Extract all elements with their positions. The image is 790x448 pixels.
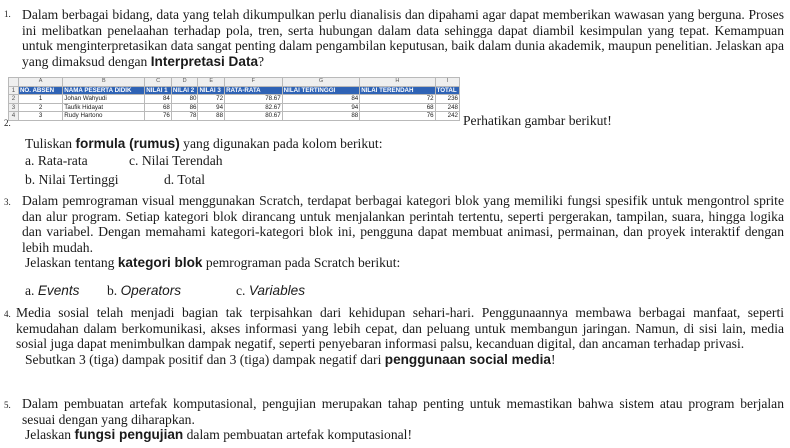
question-number: 2. (4, 118, 11, 128)
question-1 (0, 7, 784, 69)
question-instruction: Jelaskan fungsi pengujian dalam pembuatan artefak komputasional! (25, 427, 412, 443)
column-letters-row: A B C D E F G H I (9, 78, 460, 87)
question-keyword: Interpretasi Data (150, 53, 259, 69)
question-number: 5. (4, 400, 11, 410)
option-c: c. Variables (236, 283, 306, 298)
spreadsheet-image (8, 77, 460, 121)
option-a: a. Rata-rata (25, 153, 88, 168)
question-text: Dalam berbagai bidang, data yang telah dikumpulkan perlu dianalisis dan dipahami agar dapat memberikan wawasan yang berguna. Proses ini melibatkan penelaahan terhadap pola, tren, serta hubungan dalam data sehingga dapat diambil kesimpulan yang tepat. Kemampuan untuk menginterpretasikan data sangat penting dalam pengambilan keputusan, baik dalam dunia akademik, maupun penelitian. Jelaskan apa yang dimaksud dengan Interpretasi Data? (22, 7, 784, 69)
question-instruction: Sebutkan 3 (tiga) dampak positif dan 3 (tiga) dampak negatif dari penggunaan social media! (25, 351, 556, 367)
question-2-caption: Perhatikan gambar berikut! (463, 113, 612, 128)
question-5 (0, 396, 784, 443)
question-text: Media sosial telah menjadi bagian tak terpisahkan dari kehidupan sehari-hari. Penggunaannya membawa berbagai manfaat, seperti kemudahan dalam berkomunikasi, akses informasi yang lebih cepat, dan peluang untuk membangun jaringan. Namun, di sisi lain, media sosial juga dapat menimbulkan dampak negatif, seperti penyebaran informasi palsu, kecanduan digital, dan ancaman terhadap privasi. (16, 305, 784, 352)
option-b: b. Nilai Tertinggi (25, 172, 119, 187)
question-number: 4. (4, 309, 11, 319)
question-4 (0, 305, 784, 367)
question-number: 3. (4, 197, 11, 207)
table-header-row: 1 NO. ABSEN NAMA PESERTA DIDIK NILAI 1 NILAI 2 NILAI 3 RATA-RATA NILAI TERTINGGI NILAI TERENDAH TOTAL (9, 86, 460, 95)
option-b: b. Operators (107, 283, 182, 298)
question-2-instruction: Tuliskan formula (rumus) yang digunakan pada kolom berikut: (25, 136, 383, 151)
option-c: c. Nilai Terendah (129, 153, 223, 168)
option-a: a. Events (25, 283, 80, 298)
question-text: Dalam pemrograman visual menggunakan Scratch, terdapat berbagai kategori blok yang memiliki fungsi spesifik untuk mengontrol sprite dan alur program. Setiap kategori blok dirancang untuk menjalankan perintah tertentu, seperti pergerakan, tampilan, suara, hingga logika dan variabel. Dengan memahami kategori-kategori blok ini, pengguna dapat membuat animasi, permainan, dan proyek interaktif dengan lebih mudah. (22, 193, 784, 255)
question-text: Dalam pembuatan artefak komputasional, pengujian merupakan tahap penting untuk memastikan bahwa sistem atau program berjalan sesuai dengan yang diharapkan. (22, 396, 784, 427)
question-number: 1. (4, 9, 11, 19)
question-instruction: Jelaskan tentang kategori blok pemrograman pada Scratch berikut: (25, 255, 401, 271)
option-d: d. Total (164, 172, 206, 187)
table-row: 2 1 Johan Wahyudi 84 80 72 78.67 84 72 236 (9, 95, 460, 104)
table-row: 4 3 Rudy Hartono 76 78 88 80.67 88 76 242 (9, 112, 460, 121)
question-3 (0, 193, 784, 271)
table-row: 3 2 Taufik Hidayat 68 86 94 82.67 94 68 248 (9, 103, 460, 112)
